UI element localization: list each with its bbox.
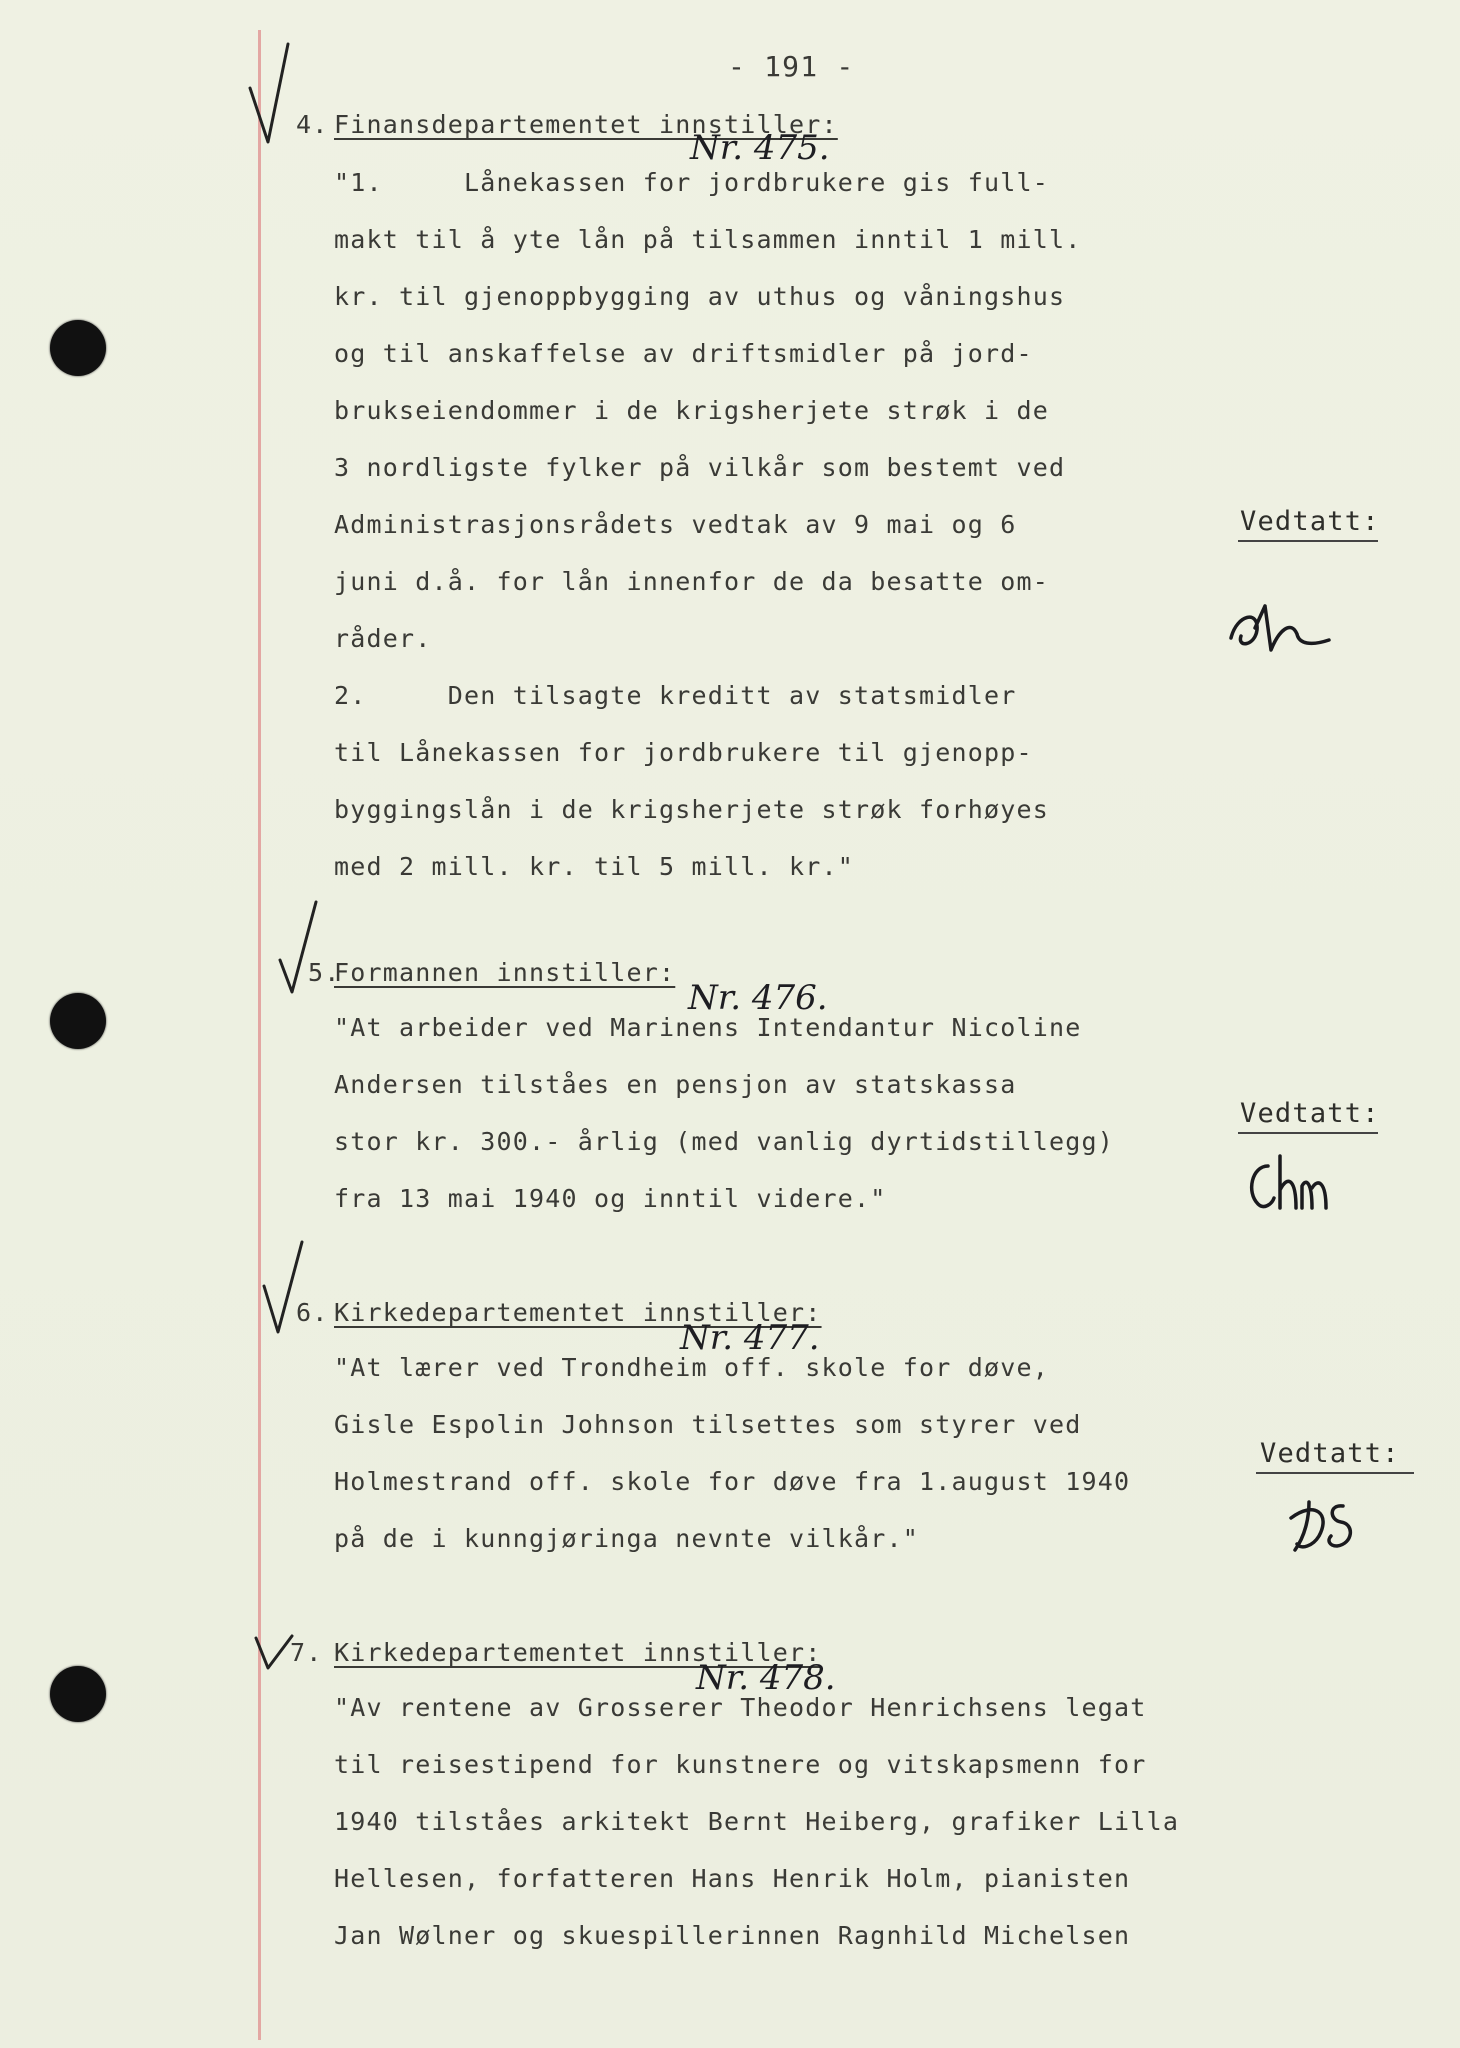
body-line: Gisle Espolin Johnson tilsettes som styrer ved — [334, 1410, 1082, 1439]
body-line: "At lærer ved Trondheim off. skole for døve, — [334, 1353, 1050, 1382]
body-line: til Lånekassen for jordbrukere til gjenopp- — [334, 738, 1033, 767]
vedtatt-label: Vedtatt: — [1240, 1098, 1380, 1129]
body-line: og til anskaffelse av driftsmidler på jord- — [334, 339, 1033, 368]
case-number: Nr. 475. — [690, 128, 830, 168]
body-line: Andersen tilståes en pensjon av statskassa — [334, 1070, 1017, 1099]
body-line: "1. Lånekassen for jordbrukere gis full- — [334, 168, 1050, 197]
vedtatt-underline — [1238, 1132, 1378, 1134]
vedtatt-underline — [1238, 540, 1378, 542]
body-line: kr. til gjenoppbygging av uthus og våningshus — [334, 282, 1066, 311]
punch-hole-top — [50, 320, 106, 376]
item-number: 5. — [308, 958, 341, 987]
vedtatt-label: Vedtatt: — [1260, 1438, 1400, 1469]
body-line: byggingslån i de krigsherjete strøk forhøyes — [334, 795, 1050, 824]
vedtatt-label: Vedtatt: — [1240, 506, 1380, 537]
body-line: 3 nordligste fylker på vilkår som bestemt ved — [334, 453, 1066, 482]
body-line: brukseiendommer i de krigsherjete strøk i de — [334, 396, 1050, 425]
item-heading: Kirkedepartementet innstiller: — [334, 1638, 822, 1667]
body-line: Jan Wølner og skuespillerinnen Ragnhild Michelsen — [334, 1921, 1131, 1950]
case-number: Nr. 477. — [680, 1318, 820, 1358]
case-number: Nr. 476. — [688, 978, 828, 1018]
body-line: 2. Den tilsagte kreditt av statsmidler — [334, 681, 1017, 710]
item-heading: Finansdepartementet innstiller: — [334, 110, 838, 139]
signature-initials — [1285, 1492, 1375, 1562]
body-line: med 2 mill. kr. til 5 mill. kr." — [334, 852, 855, 881]
punch-hole-bottom — [50, 1666, 106, 1722]
vedtatt-underline — [1256, 1472, 1414, 1474]
item-number: 4. — [296, 110, 329, 139]
item-heading: Kirkedepartementet innstiller: — [334, 1298, 822, 1327]
body-line: på de i kunngjøringa nevnte vilkår." — [334, 1524, 920, 1553]
body-line: makt til å yte lån på tilsammen inntil 1 mill. — [334, 225, 1082, 254]
body-line: juni d.å. for lån innenfor de da besatte om- — [334, 567, 1050, 596]
body-line: Hellesen, forfatteren Hans Henrik Holm, pianisten — [334, 1864, 1131, 1893]
body-line: "At arbeider ved Marinens Intendantur Nicoline — [334, 1013, 1082, 1042]
item-number: 7. — [290, 1638, 323, 1667]
body-line: stor kr. 300.- årlig (med vanlig dyrtidstillegg) — [334, 1127, 1115, 1156]
page-number: - 191 - — [728, 50, 855, 83]
item-heading: Formannen innstiller: — [334, 958, 676, 987]
item-number: 6. — [296, 1298, 329, 1327]
body-line: til reisestipend for kunstnere og vitskapsmenn for — [334, 1750, 1147, 1779]
punch-hole-middle — [50, 993, 106, 1049]
body-line: fra 13 mai 1940 og inntil videre." — [334, 1184, 887, 1213]
signature-initials — [1240, 1152, 1350, 1222]
body-line: Holmestrand off. skole for døve fra 1.august 1940 — [334, 1467, 1131, 1496]
signature-initials — [1225, 600, 1335, 670]
red-margin-line — [258, 30, 261, 2040]
body-line: 1940 tilståes arkitekt Bernt Heiberg, grafiker Lilla — [334, 1807, 1180, 1836]
body-line: råder. — [334, 624, 432, 653]
body-line: Administrasjonsrådets vedtak av 9 mai og 6 — [334, 510, 1017, 539]
body-line: "Av rentene av Grosserer Theodor Henrichsens legat — [334, 1693, 1147, 1722]
case-number: Nr. 478. — [696, 1658, 836, 1698]
check-mark — [246, 40, 296, 150]
